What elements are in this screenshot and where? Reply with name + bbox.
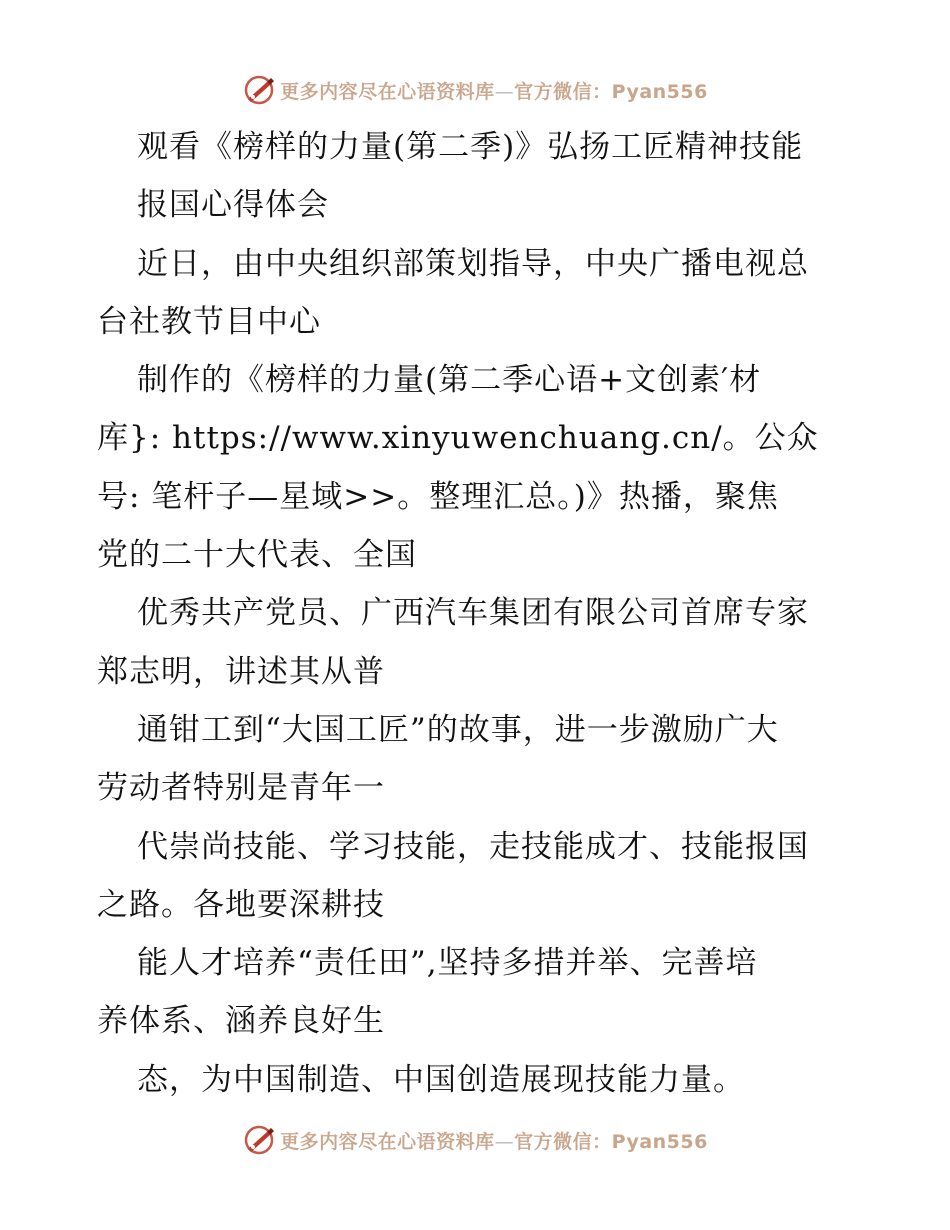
paragraph-line: 库}: https://www.xinyuwenchuang.cn/。公众 (97, 420, 819, 457)
pen-logo-icon (242, 1123, 276, 1157)
paragraph-line: 代崇尚技能、学习技能，走技能成才、技能报国 (137, 828, 809, 865)
watermark-main: 更多内容尽在心语资料库 (280, 1130, 495, 1153)
watermark-wechat: 官方微信：Pyan556 (514, 1130, 708, 1153)
paragraph-line: 通钳工到“大国工匠”的故事，进一步激励广大 (137, 711, 779, 748)
paragraph-line: 之路。各地要深耕技 (97, 886, 385, 923)
paragraph-line: 养体系、涵养良好生 (97, 1003, 385, 1040)
paragraph-line: 台社教节目中心 (97, 303, 321, 340)
paragraph-line: 制作的《榜样的力量(第二季心语+文创素′材 (137, 362, 762, 399)
paragraph-line: 劳动者特别是青年一 (97, 770, 385, 807)
paragraph-line: 能人才培养“责任田”,坚持多措并举、完善培 (137, 945, 758, 982)
paragraph-line: 党的二十大代表、全国 (97, 537, 417, 574)
document-body (97, 118, 857, 1109)
header-watermark-banner (0, 70, 950, 110)
watermark-text (280, 77, 708, 104)
title-line-2: 报国心得体会 (137, 187, 329, 224)
watermark-main: 更多内容尽在心语资料库 (280, 80, 495, 103)
title-line-1: 观看《榜样的力量(第二季)》弘扬工匠精神技能 (137, 129, 804, 165)
paragraph-line: 近日，由中央组织部策划指导，中央广播电视总 (137, 245, 809, 282)
watermark-wechat: 官方微信：Pyan556 (514, 80, 708, 103)
watermark-separator: — (494, 1130, 515, 1153)
watermark-separator: — (494, 80, 515, 103)
pen-logo-icon (242, 73, 276, 107)
footer-watermark-banner (0, 1120, 950, 1160)
paragraph-line: 郑志明，讲述其从普 (97, 653, 385, 690)
watermark-text (280, 1127, 708, 1154)
paragraph-line: 号: 笔杆子—星域>>。整理汇总。)》热播，聚焦 (97, 478, 779, 515)
paragraph-line: 优秀共产党员、广西汽车集团有限公司首席专家 (137, 595, 809, 632)
paragraph-line: 态，为中国制造、中国创造展现技能力量。 (137, 1061, 745, 1098)
